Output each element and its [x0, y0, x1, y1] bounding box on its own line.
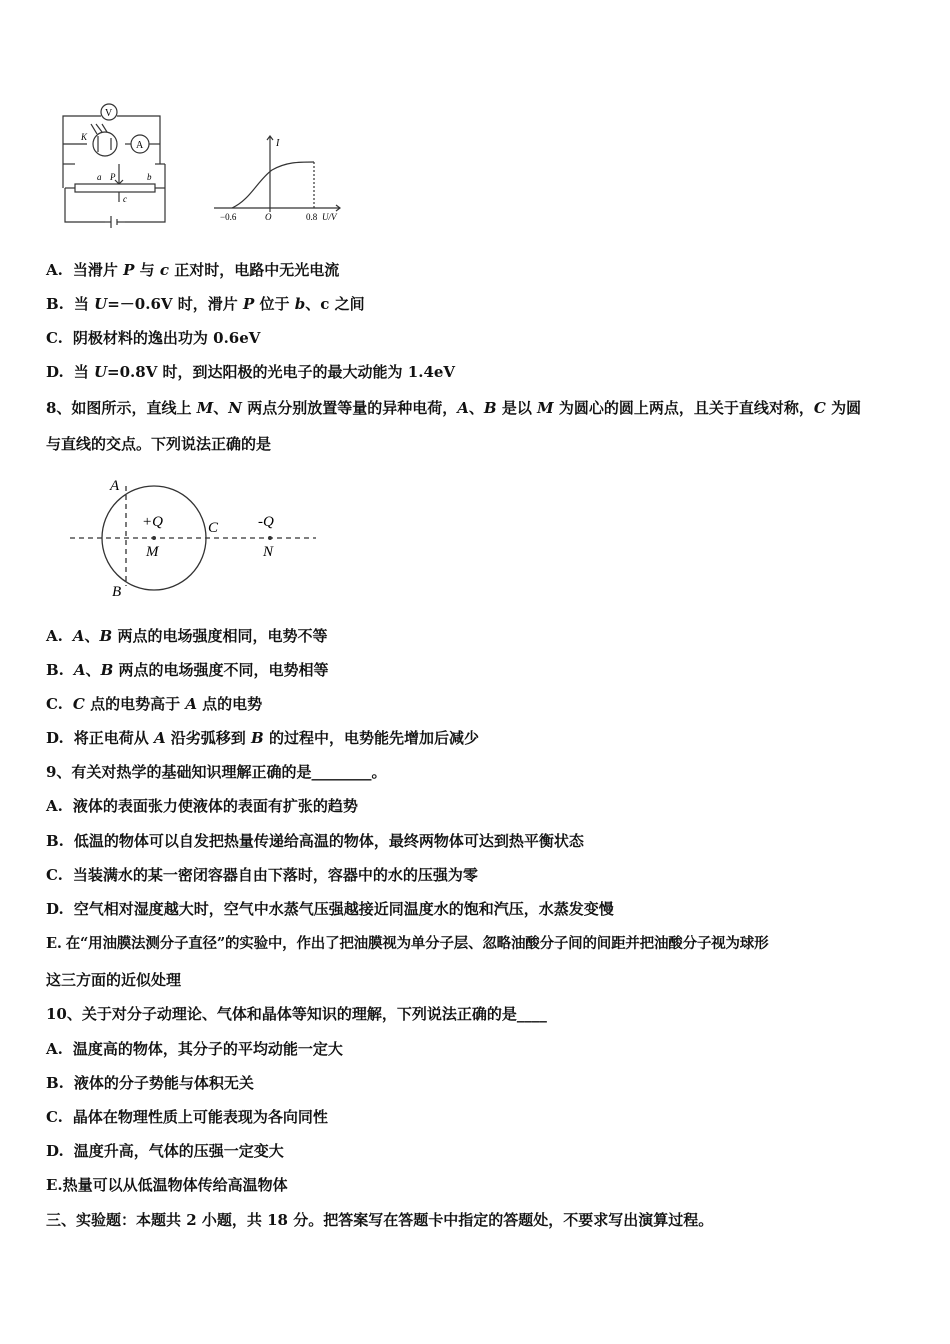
q10-option-d: D. 温度升高，气体的压强一定变大	[46, 1142, 284, 1160]
q9-option-e: E. 在“用油膜法测分子直径”的实验中，作出了把油膜视为单分子层、忽略油酸分子间的间距并把油酸分子视为球形	[46, 935, 769, 952]
q9-option-b: B. 低温的物体可以自发把热量传递给高温的物体，最终两物体可达到热平衡状态	[46, 832, 584, 850]
q10-stem: 10、关于对分子动理论、气体和晶体等知识的理解，下列说法正确的是____	[46, 1005, 547, 1023]
point-b-label: b	[147, 172, 152, 182]
q8-option-b: B. A、B 两点的电场强度不同，电势相等	[46, 661, 329, 679]
photoelectric-circuit-figure	[55, 98, 180, 230]
origin-label: O	[265, 212, 272, 222]
point-a-label: A	[110, 478, 120, 494]
cathode-label: K	[81, 132, 88, 142]
q10-option-c: C. 晶体在物理性质上可能表现为各向同性	[46, 1108, 328, 1126]
q7-option-a: A. 当滑片 P 与 c 正对时，电路中无光电流	[46, 261, 340, 279]
axis-u-label: U/V	[322, 212, 337, 222]
q7-option-d: D. 当 U=0.8V 时，到达阳极的光电子的最大动能为 1.4eV	[46, 363, 456, 381]
point-n-label: N	[263, 544, 274, 560]
q9-option-e-cont: 这三方面的近似处理	[46, 971, 182, 989]
q7-option-b: B. 当 U=－0.6V 时，滑片 P 位于 b、c 之间	[46, 295, 365, 313]
section-three-heading: 三、实验题：本题共 2 小题，共 18 分。把答案写在答题卡中指定的答题处，不要求写出演算过程。	[46, 1211, 714, 1229]
q9-option-a: A. 液体的表面张力使液体的表面有扩张的趋势	[46, 797, 358, 815]
q9-option-c: C. 当装满水的某一密闭容器自由下落时，容器中的水的压强为零	[46, 866, 478, 884]
slider-p-label: P	[110, 172, 116, 182]
q10-option-e: E.热量可以从低温物体传给高温物体	[46, 1176, 288, 1194]
q8-option-d: D. 将正电荷从 A 沿劣弧移到 B 的过程中，电势能先增加后减少	[46, 729, 479, 747]
q8-stem-line1: 8、如图所示，直线上 M、N 两点分别放置等量的异种电荷，A、B 是以 M 为圆心的圆上两点，且关于直线对称，C 为圆	[46, 399, 862, 417]
q8-stem-line2: 与直线的交点。下列说法正确的是	[46, 435, 272, 453]
q10-option-a: A. 温度高的物体，其分子的平均动能一定大	[46, 1040, 343, 1058]
tick-positive: 0.8	[306, 212, 318, 222]
point-c-label: c	[123, 194, 127, 204]
plus-q-label: +Q	[142, 514, 163, 530]
minus-q-label: -Q	[258, 514, 274, 530]
tick-negative: −0.6	[220, 212, 237, 222]
point-c-label: C	[208, 520, 219, 536]
q8-option-a: A. A、B 两点的电场强度相同，电势不等	[46, 627, 328, 645]
voltmeter-label: V	[105, 108, 113, 119]
q7-option-c: C. 阴极材料的逸出功为 0.6eV	[46, 329, 261, 347]
iu-curve	[232, 162, 314, 208]
charge-circle-figure	[66, 474, 321, 600]
q9-option-d: D. 空气相对湿度越大时，空气中水蒸气压强越接近同温度水的饱和汽压，水蒸发变慢	[46, 900, 614, 918]
point-b-label: B	[112, 584, 122, 600]
point-m-label: M	[146, 544, 159, 560]
q8-option-c: C. C 点的电势高于 A 点的电势	[46, 695, 263, 713]
ammeter-label: A	[136, 140, 144, 151]
axis-i-label: I	[276, 138, 280, 149]
q10-option-b: B. 液体的分子势能与体积无关	[46, 1074, 254, 1092]
iu-graph-figure	[210, 132, 350, 224]
point-a-label: a	[97, 172, 102, 182]
q9-stem: 9、有关对热学的基础知识理解正确的是________。	[46, 763, 387, 781]
